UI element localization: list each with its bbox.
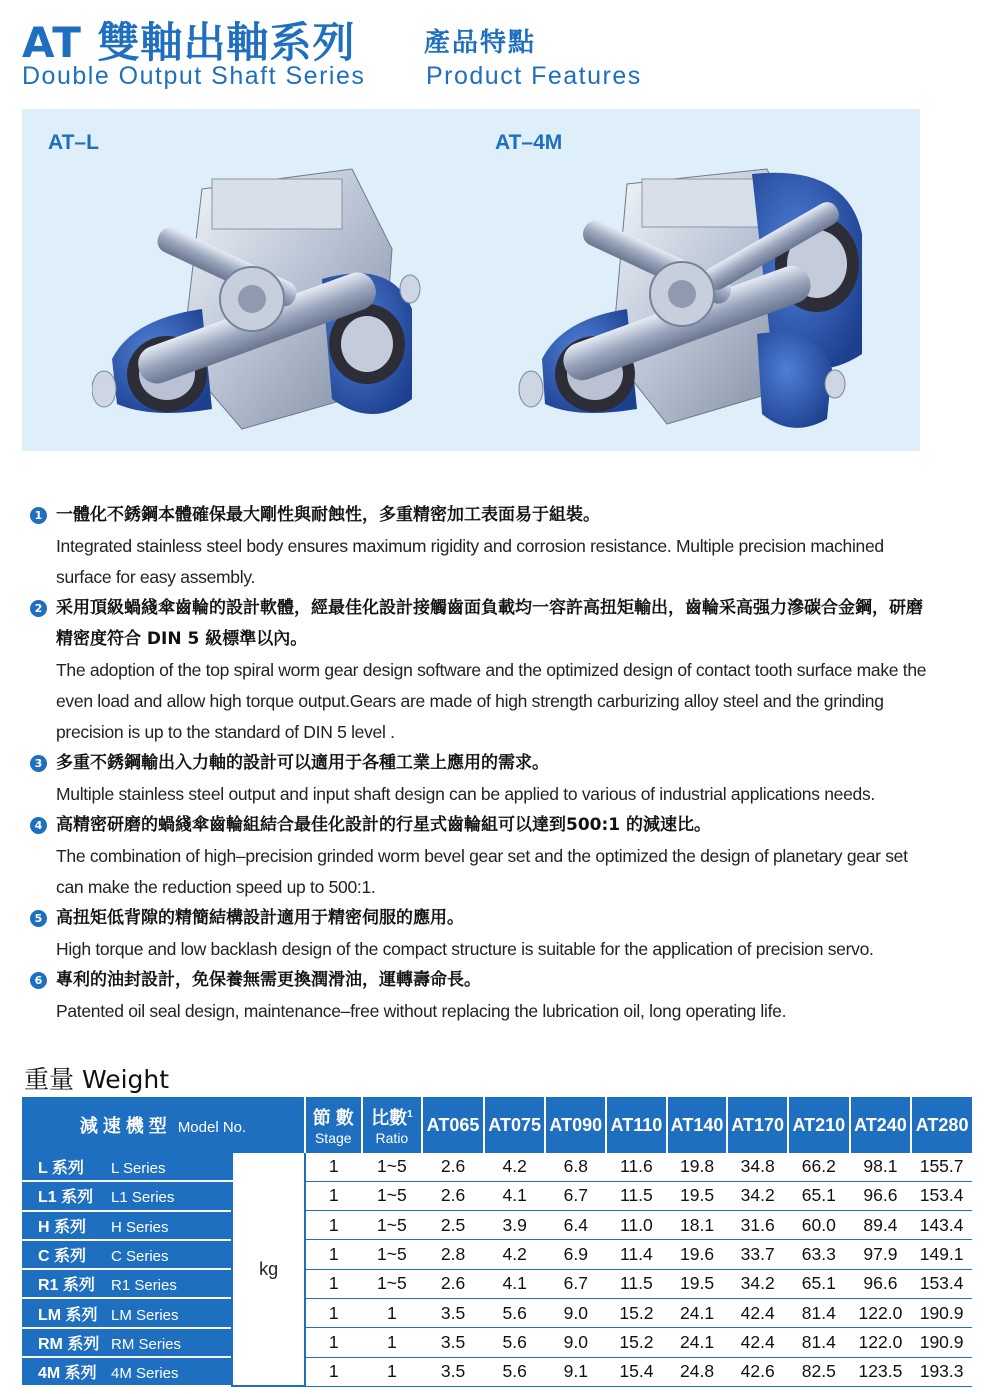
weight-value-cell: 9.1 (545, 1357, 606, 1386)
weight-value-cell: 2.6 (422, 1153, 484, 1181)
feature-item-4 (30, 810, 930, 903)
table-row (22, 1240, 972, 1269)
number-badge-icon: 5 (30, 910, 47, 927)
series-name-cell (22, 1357, 232, 1386)
ratio-cell: 1 (362, 1357, 423, 1386)
section-title-features-zh: 產品特點 (424, 28, 537, 58)
feature-text-zh: 高扭矩低背隙的精簡結構設計適用于精密伺服的應用。 (56, 908, 464, 928)
weight-value-cell: 190.9 (911, 1298, 972, 1327)
header-ratio (362, 1097, 423, 1153)
unit-cell: kg (232, 1153, 305, 1386)
series-name-en: C Series (111, 1248, 169, 1266)
weight-value-cell: 15.2 (606, 1328, 667, 1357)
header-size: AT240 (850, 1097, 912, 1153)
header-size: AT170 (727, 1097, 788, 1153)
header-stage-en: Stage (314, 1130, 352, 1146)
header-size: AT210 (788, 1097, 850, 1153)
weight-value-cell: 65.1 (788, 1269, 850, 1298)
weight-value-cell: 19.5 (667, 1181, 728, 1210)
series-name-zh: RM 系列 (38, 1335, 100, 1353)
ratio-cell: 1 (362, 1298, 423, 1327)
weight-value-cell: 153.4 (911, 1181, 972, 1210)
weight-value-cell: 2.5 (422, 1211, 484, 1240)
weight-value-cell: 19.6 (667, 1240, 728, 1269)
header-stage-zh: 節 數 (312, 1108, 354, 1128)
series-name-cell (22, 1211, 232, 1240)
feature-text-en: The adoption of the top spiral worm gear design software and the optimized design of contact tooth surface make the even load and allow high torque output.Gears are made of high strength carburizing alloy steel and the grinding precision is up to the standard of DIN 5 level . (56, 660, 927, 742)
feature-text-zh: 多重不銹鋼輸出入力軸的設計可以適用于各種工業上應用的需求。 (56, 753, 549, 773)
weight-value-cell: 24.1 (667, 1328, 728, 1357)
number-badge-icon: 2 (30, 600, 47, 617)
header-ratio-footnote: 1 (407, 1109, 413, 1120)
weight-value-cell: 9.0 (545, 1298, 606, 1327)
feature-text-en: Patented oil seal design, maintenance–free without replacing the lubrication oil, long operating life. (56, 1001, 787, 1021)
number-badge-icon: 3 (30, 755, 47, 772)
weight-table-header-row (22, 1097, 972, 1153)
table-row (22, 1298, 972, 1327)
weight-value-cell: 5.6 (484, 1328, 546, 1357)
feature-text-en: Integrated stainless steel body ensures maximum rigidity and corrosion resistance. Multiple precision machined surface for easy assembly. (56, 536, 884, 587)
header-size: AT090 (545, 1097, 606, 1153)
series-name-cell (22, 1328, 232, 1357)
model-label-at-l: AT–L (48, 131, 99, 154)
weight-value-cell: 11.5 (606, 1269, 667, 1298)
weight-value-cell: 24.1 (667, 1298, 728, 1327)
weight-value-cell: 3.5 (422, 1357, 484, 1386)
weight-value-cell: 18.1 (667, 1211, 728, 1240)
feature-text-zh: 專利的油封設計，免保養無需更換潤滑油，運轉壽命長。 (56, 970, 481, 990)
feature-text-en: Multiple stainless steel output and input shaft design can be applied to various of industrial applications needs. (56, 784, 875, 804)
stage-cell: 1 (305, 1211, 362, 1240)
series-name-zh: LM 系列 (38, 1306, 98, 1324)
weight-value-cell: 33.7 (727, 1240, 788, 1269)
weight-value-cell: 34.8 (727, 1153, 788, 1181)
ratio-cell: 1~5 (362, 1153, 423, 1181)
header-model-en: Model No. (177, 1119, 247, 1136)
weight-value-cell: 89.4 (850, 1211, 912, 1240)
weight-value-cell: 60.0 (788, 1211, 850, 1240)
page-title-zh: AT 雙軸出軸系列 (22, 18, 356, 67)
header-ratio-en: Ratio (375, 1130, 409, 1146)
weight-value-cell: 9.0 (545, 1328, 606, 1357)
weight-value-cell: 155.7 (911, 1153, 972, 1181)
table-row (22, 1357, 972, 1386)
header-size: AT280 (911, 1097, 972, 1153)
header-model-no (22, 1097, 305, 1153)
weight-table (22, 1097, 972, 1387)
weight-value-cell: 19.8 (667, 1153, 728, 1181)
series-name-zh: C 系列 (38, 1248, 87, 1266)
weight-value-cell: 2.6 (422, 1269, 484, 1298)
weight-value-cell: 31.6 (727, 1211, 788, 1240)
stage-cell: 1 (305, 1298, 362, 1327)
series-name-cell (22, 1298, 232, 1327)
weight-value-cell: 11.4 (606, 1240, 667, 1269)
weight-value-cell: 143.4 (911, 1211, 972, 1240)
series-name-zh: R1 系列 (38, 1277, 95, 1295)
series-name-cell (22, 1269, 232, 1298)
series-name-zh: 4M 系列 (38, 1365, 97, 1383)
weight-value-cell: 66.2 (788, 1153, 850, 1181)
feature-text-zh: 高精密研磨的蝸綫傘齒輪組結合最佳化設計的行星式齒輪組可以達到500:1 的減速比。 (56, 815, 712, 835)
weight-value-cell: 4.1 (484, 1181, 546, 1210)
weight-value-cell: 6.8 (545, 1153, 606, 1181)
gearbox-at-4m-image (517, 154, 862, 444)
number-badge-icon: 1 (30, 507, 47, 524)
stage-cell: 1 (305, 1181, 362, 1210)
header-model-zh: 減 速 機 型 (79, 1116, 167, 1136)
weight-value-cell: 15.4 (606, 1357, 667, 1386)
series-name-zh: L 系列 (38, 1160, 84, 1178)
feature-text-zh: 一體化不銹鋼本體確保最大剛性與耐蝕性，多重精密加工表面易于組裝。 (56, 505, 600, 525)
stage-cell: 1 (305, 1240, 362, 1269)
model-label-at-4m: AT–4M (495, 131, 563, 154)
weight-value-cell: 15.2 (606, 1298, 667, 1327)
page-title-en: Double Output Shaft Series (22, 62, 366, 90)
weight-value-cell: 3.5 (422, 1298, 484, 1327)
weight-value-cell: 96.6 (850, 1269, 912, 1298)
series-name-en: L Series (111, 1160, 166, 1178)
feature-text-en: The combination of high–precision grinded worm bevel gear set and the optimized the design of planetary gear set can make the reduction speed up to 500:1. (56, 846, 908, 897)
series-name-en: 4M Series (111, 1365, 179, 1383)
series-name-zh: H 系列 (38, 1218, 87, 1236)
header-size: AT075 (484, 1097, 546, 1153)
weight-value-cell: 4.2 (484, 1153, 546, 1181)
table-row (22, 1211, 972, 1240)
ratio-cell: 1 (362, 1328, 423, 1357)
weight-value-cell: 122.0 (850, 1298, 912, 1327)
weight-value-cell: 11.5 (606, 1181, 667, 1210)
ratio-cell: 1~5 (362, 1181, 423, 1210)
weight-value-cell: 2.6 (422, 1181, 484, 1210)
feature-item-6 (30, 965, 930, 1027)
table-row (22, 1181, 972, 1210)
header-ratio-zh: 比數 (371, 1108, 408, 1128)
number-badge-icon: 4 (30, 817, 47, 834)
ratio-cell: 1~5 (362, 1240, 423, 1269)
weight-value-cell: 6.9 (545, 1240, 606, 1269)
series-name-en: H Series (111, 1218, 169, 1236)
gearbox-at-l-image (92, 159, 422, 444)
weight-value-cell: 193.3 (911, 1357, 972, 1386)
feature-item-3 (30, 748, 930, 810)
feature-item-1 (30, 500, 930, 593)
section-title-features-en: Product Features (426, 62, 642, 90)
series-name-en: LM Series (111, 1306, 179, 1324)
number-badge-icon: 6 (30, 972, 47, 989)
header-size: AT140 (667, 1097, 728, 1153)
weight-value-cell: 3.9 (484, 1211, 546, 1240)
stage-cell: 1 (305, 1328, 362, 1357)
feature-text-en: High torque and low backlash design of the compact structure is suitable for the application of precision servo. (56, 939, 874, 959)
weight-value-cell: 96.6 (850, 1181, 912, 1210)
stage-cell: 1 (305, 1153, 362, 1181)
weight-value-cell: 65.1 (788, 1181, 850, 1210)
weight-value-cell: 4.2 (484, 1240, 546, 1269)
ratio-cell: 1~5 (362, 1269, 423, 1298)
weight-value-cell: 6.4 (545, 1211, 606, 1240)
weight-value-cell: 2.8 (422, 1240, 484, 1269)
weight-value-cell: 24.8 (667, 1357, 728, 1386)
feature-text-zh: 采用頂級蝸綫傘齒輪的設計軟體，經最佳化設計接觸齒面負載均一容許高扭矩輸出，齒輪采高强力滲碳合金鋼，研磨精密度符合 DIN 5 級標準以內。 (56, 598, 923, 649)
series-name-zh: L1 系列 (38, 1189, 94, 1207)
weight-value-cell: 123.5 (850, 1357, 912, 1386)
weight-value-cell: 81.4 (788, 1328, 850, 1357)
weight-value-cell: 19.5 (667, 1269, 728, 1298)
series-name-en: RM Series (111, 1335, 182, 1353)
weight-value-cell: 5.6 (484, 1357, 546, 1386)
table-row (22, 1153, 972, 1181)
weight-value-cell: 98.1 (850, 1153, 912, 1181)
series-name-cell (22, 1181, 232, 1210)
weight-value-cell: 6.7 (545, 1269, 606, 1298)
series-name-en: L1 Series (111, 1189, 175, 1207)
header-size: AT065 (422, 1097, 484, 1153)
stage-cell: 1 (305, 1357, 362, 1386)
series-name-cell (22, 1153, 232, 1181)
weight-value-cell: 4.1 (484, 1269, 546, 1298)
feature-item-2 (30, 593, 930, 748)
weight-value-cell: 42.4 (727, 1328, 788, 1357)
weight-value-cell: 97.9 (850, 1240, 912, 1269)
weight-value-cell: 42.6 (727, 1357, 788, 1386)
weight-value-cell: 82.5 (788, 1357, 850, 1386)
series-name-cell (22, 1240, 232, 1269)
product-image-panel (22, 109, 920, 451)
weight-value-cell: 34.2 (727, 1269, 788, 1298)
weight-section-title: 重量 Weight (24, 1065, 170, 1094)
feature-item-5 (30, 903, 930, 965)
series-name-en: R1 Series (111, 1277, 177, 1295)
weight-value-cell: 42.4 (727, 1298, 788, 1327)
stage-cell: 1 (305, 1269, 362, 1298)
weight-value-cell: 81.4 (788, 1298, 850, 1327)
weight-value-cell: 5.6 (484, 1298, 546, 1327)
weight-value-cell: 6.7 (545, 1181, 606, 1210)
table-row (22, 1328, 972, 1357)
weight-value-cell: 190.9 (911, 1328, 972, 1357)
header-stage (305, 1097, 362, 1153)
table-row (22, 1269, 972, 1298)
weight-value-cell: 11.0 (606, 1211, 667, 1240)
weight-value-cell: 63.3 (788, 1240, 850, 1269)
header-size: AT110 (606, 1097, 667, 1153)
weight-value-cell: 34.2 (727, 1181, 788, 1210)
weight-value-cell: 149.1 (911, 1240, 972, 1269)
weight-value-cell: 3.5 (422, 1328, 484, 1357)
weight-value-cell: 11.6 (606, 1153, 667, 1181)
weight-value-cell: 122.0 (850, 1328, 912, 1357)
ratio-cell: 1~5 (362, 1211, 423, 1240)
weight-value-cell: 153.4 (911, 1269, 972, 1298)
feature-list (30, 500, 930, 1027)
